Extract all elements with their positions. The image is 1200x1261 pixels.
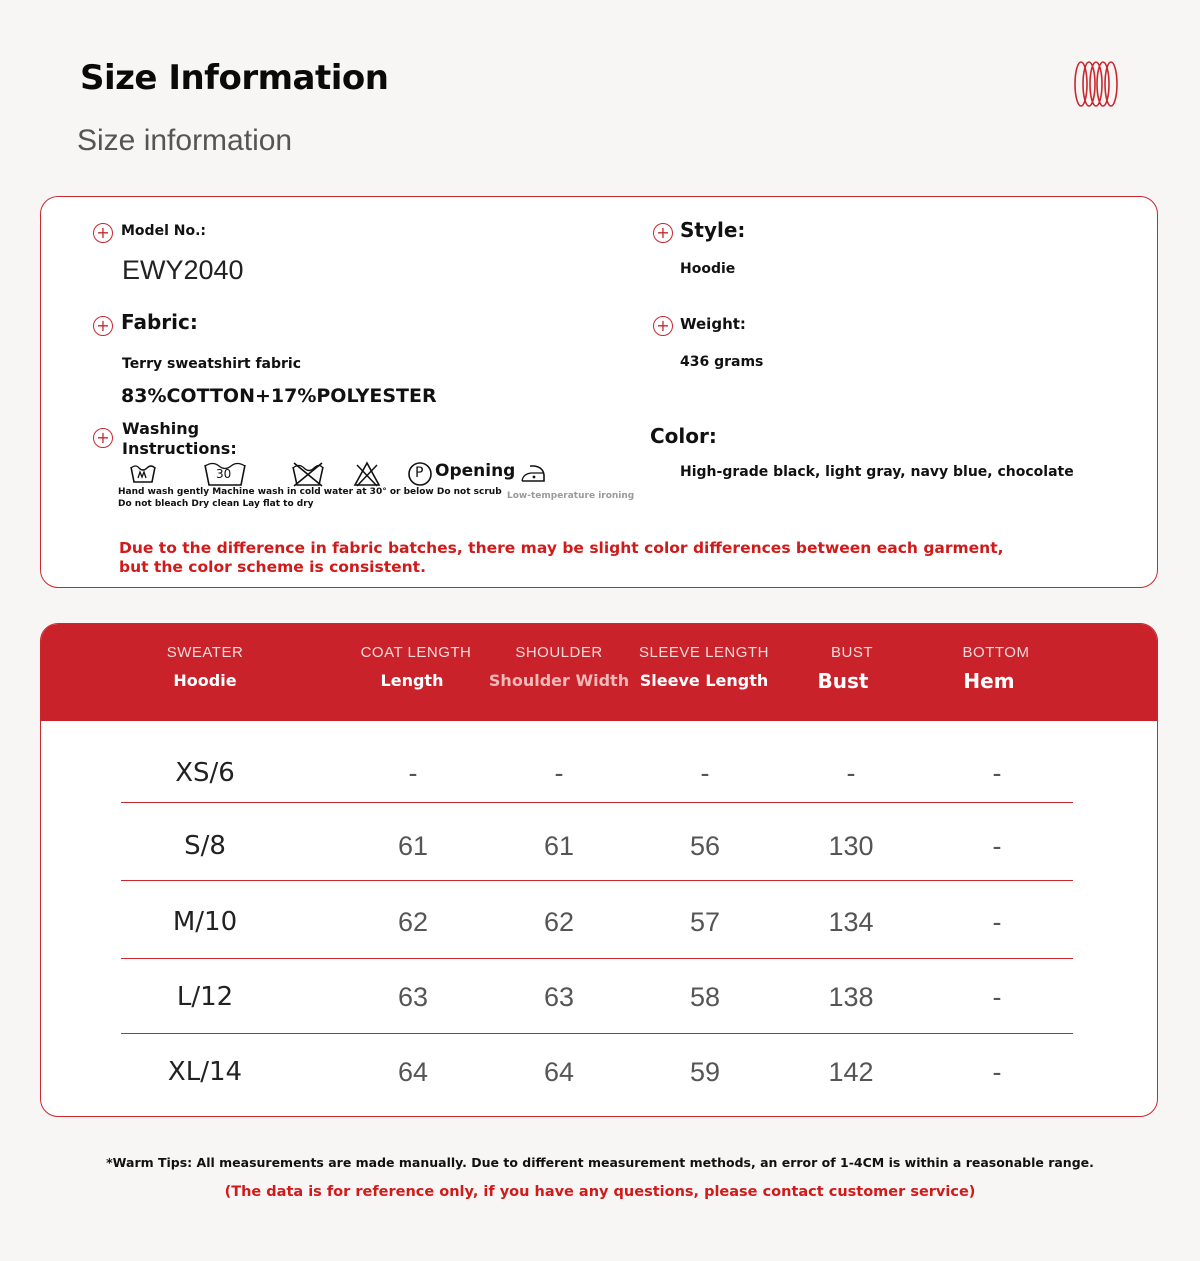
- iron-low-temp-icon: [519, 461, 547, 485]
- shoulder-cell: -: [554, 758, 564, 788]
- bust-cell: 134: [828, 907, 874, 937]
- header-label: Hoodie: [173, 671, 237, 690]
- style-label: Style:: [680, 218, 746, 242]
- brand-logo-icon: [1070, 58, 1122, 110]
- wash-instructions-line1: Hand wash gently Machine wash in cold water at 30° or below Do not scrub: [118, 487, 502, 497]
- plus-icon: +: [93, 316, 113, 336]
- header-en: BOTTOM: [962, 644, 1030, 661]
- shoulder-cell: 61: [543, 831, 575, 861]
- bust-cell: 130: [828, 831, 874, 861]
- model-label: Model No.:: [121, 223, 206, 239]
- wash-instructions-line2: Do not bleach Dry clean Lay flat to dry: [118, 499, 314, 509]
- weight-value: 436 grams: [680, 354, 764, 370]
- header-label: Length: [380, 671, 444, 690]
- warning-line-1: Due to the difference in fabric batches, there may be slight color differences between each garment,: [119, 539, 1004, 557]
- reference-note: (The data is for reference only, if you have any questions, please contact customer service): [224, 1184, 976, 1200]
- color-value: High-grade black, light gray, navy blue, chocolate: [680, 464, 1074, 480]
- size-cell: S/8: [184, 831, 226, 861]
- color-label: Color:: [650, 424, 717, 448]
- header-bottom: [916, 624, 1076, 693]
- sleeve-length-cell: 57: [689, 907, 721, 937]
- wash-temp-label: 30: [216, 467, 232, 481]
- warm-tips: *Warm Tips: All measurements are made manually. Due to different measurement methods, an error of 1-4CM is within a reasonable range.: [106, 1155, 1094, 1170]
- plus-icon: +: [653, 316, 673, 336]
- sleeve-length-cell: 58: [689, 982, 721, 1012]
- plus-icon: +: [93, 428, 113, 448]
- shoulder-cell: 62: [543, 907, 575, 937]
- size-chart: [40, 623, 1158, 1117]
- coat-length-cell: -: [408, 758, 418, 788]
- header-en: SWEATER: [166, 644, 244, 661]
- fabric-label: Fabric:: [121, 310, 198, 334]
- washing-label-line2: Instructions:: [122, 439, 237, 458]
- ironing-label: Low-temperature ironing: [507, 491, 635, 501]
- size-cell: XS/6: [175, 758, 235, 788]
- bust-cell: 138: [828, 982, 874, 1012]
- model-value: EWY2040: [122, 255, 244, 285]
- hem-cell: -: [992, 982, 1002, 1012]
- table-row: [121, 734, 1073, 803]
- bust-cell: -: [846, 758, 856, 788]
- header-en: SLEEVE LENGTH: [639, 644, 769, 661]
- hem-cell: -: [992, 1057, 1002, 1087]
- shoulder-cell: 64: [543, 1057, 575, 1087]
- size-cell: XL/14: [167, 1057, 243, 1087]
- style-value: Hoodie: [680, 261, 736, 277]
- coat-length-cell: 62: [397, 907, 429, 937]
- table-row: [121, 881, 1073, 959]
- do-not-bleach-icon: [353, 461, 381, 487]
- sleeve-length-cell: -: [700, 758, 710, 788]
- header-en: SHOULDER: [515, 644, 603, 661]
- page-subtitle: Size information: [77, 124, 293, 157]
- fabric-value: Terry sweatshirt fabric: [122, 356, 302, 372]
- header-shoulder: [479, 624, 639, 690]
- header-coat-length: [336, 624, 496, 690]
- hem-cell: -: [992, 907, 1002, 937]
- table-row: [121, 1034, 1073, 1110]
- header-en: COAT LENGTH: [360, 644, 472, 661]
- dry-clean-p-label: P: [415, 465, 424, 481]
- coat-length-cell: 61: [397, 831, 429, 861]
- header-label: Sleeve Length: [639, 671, 769, 690]
- washing-instructions: [118, 461, 645, 517]
- hem-cell: -: [992, 758, 1002, 788]
- header-label: Bust: [817, 669, 869, 693]
- header-en: BUST: [830, 644, 873, 661]
- bust-cell: 142: [828, 1057, 874, 1087]
- plus-icon: +: [93, 223, 113, 243]
- warning-line-2: but the color scheme is consistent.: [119, 558, 426, 576]
- fabric-composition: 83%COTTON+17%POLYESTER: [121, 385, 437, 407]
- weight-label: Weight:: [680, 315, 746, 333]
- header-label: Hem: [963, 669, 1015, 693]
- coat-length-cell: 64: [397, 1057, 429, 1087]
- header-sweater: [125, 624, 285, 690]
- table-row: [121, 959, 1073, 1034]
- size-cell: L/12: [176, 982, 234, 1012]
- size-chart-header: [41, 624, 1157, 721]
- sleeve-length-cell: 59: [689, 1057, 721, 1087]
- hem-cell: -: [992, 831, 1002, 861]
- opening-label: Opening: [435, 461, 516, 481]
- hand-wash-icon: [129, 461, 157, 485]
- product-info-card: [40, 196, 1158, 588]
- coat-length-cell: 63: [397, 982, 429, 1012]
- header-label: Shoulder Width: [488, 671, 630, 690]
- shoulder-cell: 63: [543, 982, 575, 1012]
- washing-label-line1: Washing: [122, 419, 200, 438]
- size-cell: M/10: [172, 907, 238, 937]
- table-row: [121, 803, 1073, 881]
- plus-icon: +: [653, 223, 673, 243]
- sleeve-length-cell: 56: [689, 831, 721, 861]
- color-difference-warning: [119, 539, 1019, 577]
- do-not-wash-icon: [291, 461, 325, 487]
- page-title: Size Information: [80, 58, 389, 98]
